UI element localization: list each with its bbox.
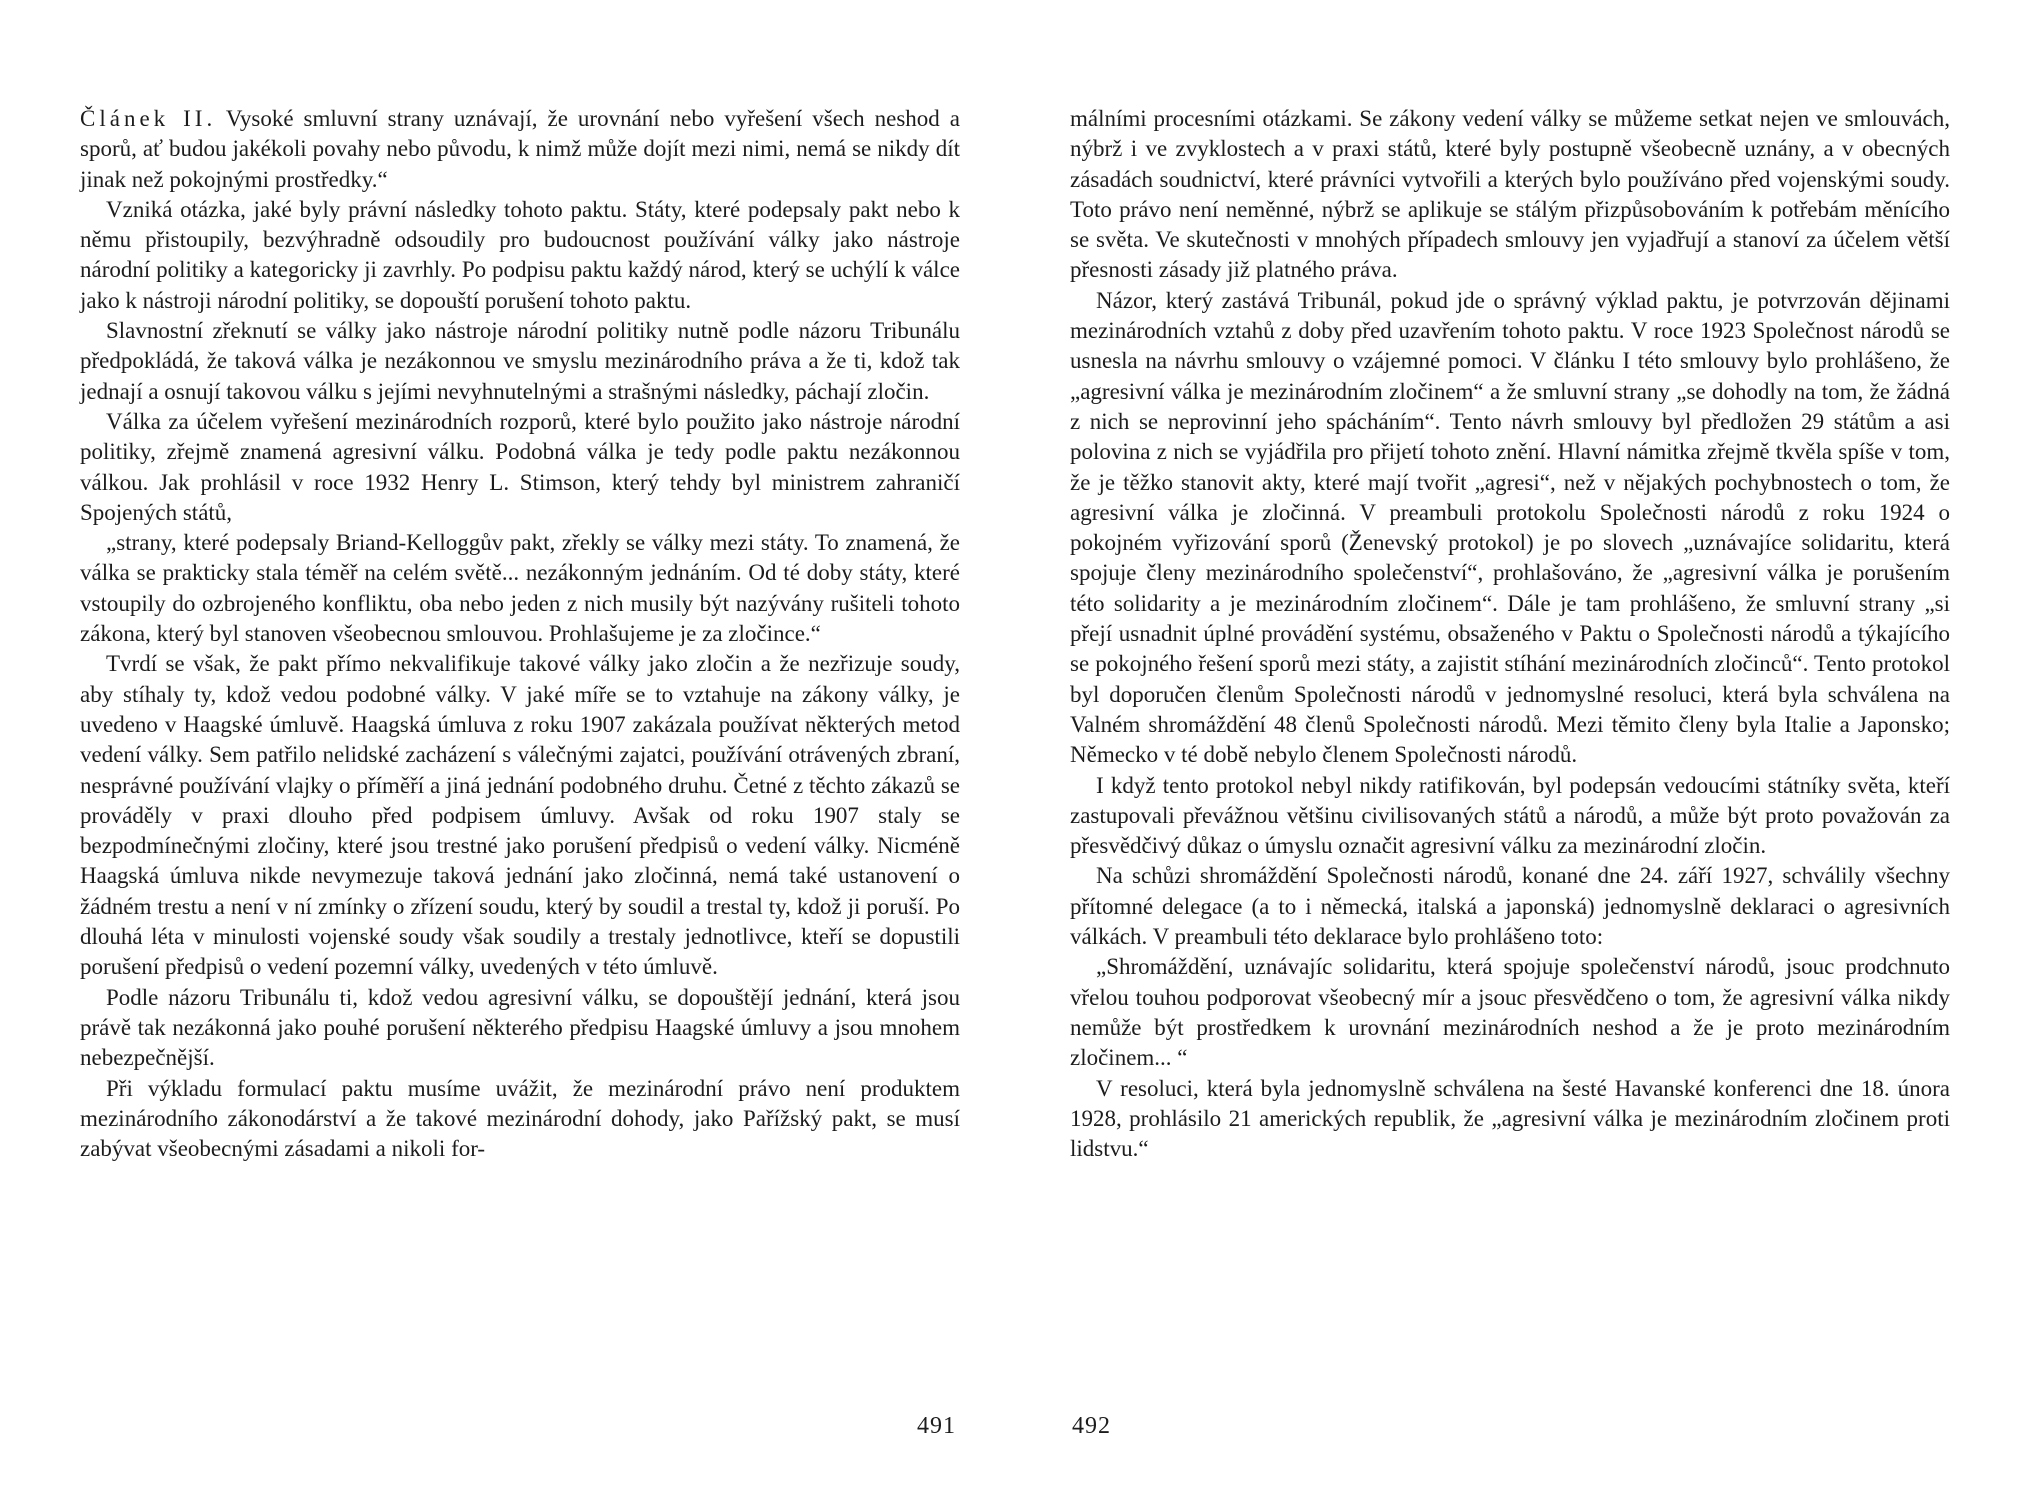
paragraph: Při výkladu formulací paktu musíme uvážit, že mezinárodní právo není produktem mezinárodního zákonodárství a že takové mezinárodní dohody, jako Pařížský pakt, se musí zabývat všeobecnými zásadami a nikoli for- bbox=[80, 1075, 960, 1162]
left-page bbox=[80, 104, 960, 1164]
paragraph: Podle názoru Tribunálu ti, kdož vedou agresivní válku, se dopouštějí jednání, která jsou právě tak nezákonná jako pouhé porušení některého předpisu Haagské úmluvy a jsou mnohem nebezpečnější. bbox=[80, 984, 960, 1071]
quotation-paragraph: „strany, které podepsaly Briand-Kelloggův pakt, zřekly se války mezi státy. To znamená, že válka se prakticky stala téměř na celém světě... nezákonným jednáním. Od té doby státy, které vstoupily do ozbrojeného konfliktu, oba nebo jeden z nich musily být nazývány rušiteli tohoto zákona, který byl stanoven všeobecnou smlouvou. Prohlašujeme je za zločince.“ bbox=[80, 530, 960, 647]
paragraph: I když tento protokol nebyl nikdy ratifikován, byl podepsán vedoucími státníky světa, kteří zastupovali převážnou většinu civilisovaných států a národů, a může být proto považován za přesvědčivý důkaz o úmyslu označit agresivní válku za mezinárodní zločin. bbox=[1070, 772, 1950, 859]
article-label: Článek II. bbox=[80, 106, 217, 131]
page-number-right: 492 bbox=[1072, 1413, 1111, 1439]
right-page bbox=[1070, 104, 1950, 1164]
paragraph-text: Vysoké smluvní strany uznávají, že urovnání nebo vyřešení všech neshod a sporů, ať budou jakékoli povahy nebo původu, k nimž může dojít mezi nimi, nemá se nikdy dít jinak než pokojnými prostředky.“ bbox=[80, 106, 961, 192]
paragraph: V resoluci, která byla jednomyslně schválena na šesté Havanské konferenci dne 18. února 1928, prohlásilo 21 amerických republik, že „agresivní válka je mezinárodním zločinem proti lidstvu.“ bbox=[1070, 1075, 1950, 1162]
page-number-left: 491 bbox=[917, 1413, 956, 1439]
paragraph: Válka za účelem vyřešení mezinárodních rozporů, které bylo použito jako nástroje národní politiky, zřejmě znamená agresivní válku. Podobná válka je tedy podle paktu nezákonnou válkou. Jak prohlásil v roce 1932 Henry L. Stimson, který tehdy byl ministrem zahraničí Spojených států, bbox=[80, 408, 960, 525]
paragraph: Vzniká otázka, jaké byly právní následky tohoto paktu. Státy, které podepsaly pakt nebo k němu přistoupily, bezvýhradně odsoudily pro budoucnost používání války jako nástroje národní politiky a kategoricky ji zavrhly. Po podpisu paktu každý národ, který se uchýlí k válce jako k nástroji národní politiky, se dopouští porušení tohoto paktu. bbox=[80, 196, 960, 313]
paragraph: Na schůzi shromáždění Společnosti národů, konané dne 24. září 1927, schválily všechny přítomné delegace (a to i německá, italská a japonská) jednomyslně deklaraci o agresivních válkách. V preambuli této deklarace bylo prohlášeno toto: bbox=[1070, 863, 1950, 950]
paragraph: Slavnostní zřeknutí se války jako nástroje národní politiky nutně podle názoru Tribunálu předpokládá, že taková válka je nezákonnou ve smyslu mezinárodního práva a že ti, kdož tak jednají a osnují takovou válku s jejími nevyhnutelnými a strašnými následky, páchají zločin. bbox=[80, 318, 960, 404]
paragraph bbox=[80, 104, 960, 195]
paragraph: Názor, který zastává Tribunál, pokud jde o správný výklad paktu, je potvrzován dějinami mezinárodních vztahů z doby před uzavřením tohoto paktu. V roce 1923 Společnost národů se usnesla na návrhu smlouvy o vzájemné pomoci. V článku I této smlouvy bylo prohlášeno, že „agresivní válka je mezinárodním zločinem“ a že smluvní strany „se dohodly na tom, že žádná z nich se neprovinní jeho spácháním“. Tento návrh smlouvy byl předložen 29 státům a asi polovina z nich se vyjádřila pro přijetí tohoto znění. Hlavní námitka zřejmě tkvěla spíše v tom, že je těžko stanovit akty, které mají tvořit „agresi“, než v nějakých pochybnostech o tom, že agresivní válka je zločinná. V preambuli protokolu Společnosti národů z roku 1924 o pokojném vyřizování sporů (Ženevský protokol) je po slovech „uznávajíce solidaritu, která spojuje členy mezinárodního společenství“, prohlašováno, že „agresivní válka je porušením této solidarity a je mezinárodním zločinem“. Dále je tam prohlášeno, že smluvní strany „si přejí usnadnit úplné provádění systému, obsaženého v Paktu o Společnosti národů a týkajícího se pokojného řešení sporů mezi státy, a zajistit stíhání mezinárodních zločinců“. Tento protokol byl doporučen členům Společnosti národů v jednomyslné resoluci, která byla schválena na Valném shromáždění 48 členů Společnosti národů. Mezi těmito členy byla Italie a Japonsko; Německo v té době nebylo členem Společnosti národů. bbox=[1070, 287, 1950, 768]
paragraph: Tvrdí se však, že pakt přímo nekvalifikuje takové války jako zločin a že nezřizuje soudy, aby stíhaly ty, kdož vedou podobné války. V jaké míře se to vztahuje na zákony války, je uvedeno v Haagské úmluvě. Haagská úmluva z roku 1907 zakázala používat některých metod vedení války. Sem patřilo nelidské zacházení s válečnými zajatci, používání otrávených zbraní, nesprávné používání vlajky o příměří a jiná jednání podobného druhu. Četné z těchto zákazů se prováděly v praxi dlouho před podpisem úmluvy. Avšak od roku 1907 staly se bezpodmínečnými zločiny, které jsou trestné jako porušení předpisů o vedení války. Nicméně Haagská úmluva nikde nevymezuje taková jednání jako zločinná, nemá také ustanovení o žádném trestu a není v ní zmínky o zřízení soudu, který by soudil a trestal ty, kdož ji poruší. Po dlouhá léta v minulosti vojenské soudy však soudily a trestaly jednotlivce, kteří se dopustili porušení předpisů o vedení pozemní války, uvedených v této úmluvě. bbox=[80, 651, 960, 980]
paragraph: málními procesními otázkami. Se zákony vedení války se můžeme setkat nejen ve smlouvách, nýbrž i ve zvyklostech a v praxi států, které byly postupně všeobecně uznány, a v obecných zásadách soudnictví, které právníci vytvořili a kterých bylo používáno před vojenskými soudy. Toto právo není neměnné, nýbrž se aplikuje se stálým přizpůsobováním k potřebám měnícího se světa. Ve skutečnosti v mnohých případech smlouvy jen vyjadřují a stanoví za účelem větší přesnosti zásady již platného práva. bbox=[1070, 106, 1950, 283]
quotation-paragraph: „Shromáždění, uznávajíc solidaritu, která spojuje společenství národů, jsouc prodchnuto vřelou touhou podporovat všeobecný mír a jsouc přesvědčeno o tom, že agresivní válka nikdy nemůže být prostředkem k urovnání mezinárodních neshod a že je proto mezinárodním zločinem... “ bbox=[1070, 954, 1950, 1071]
